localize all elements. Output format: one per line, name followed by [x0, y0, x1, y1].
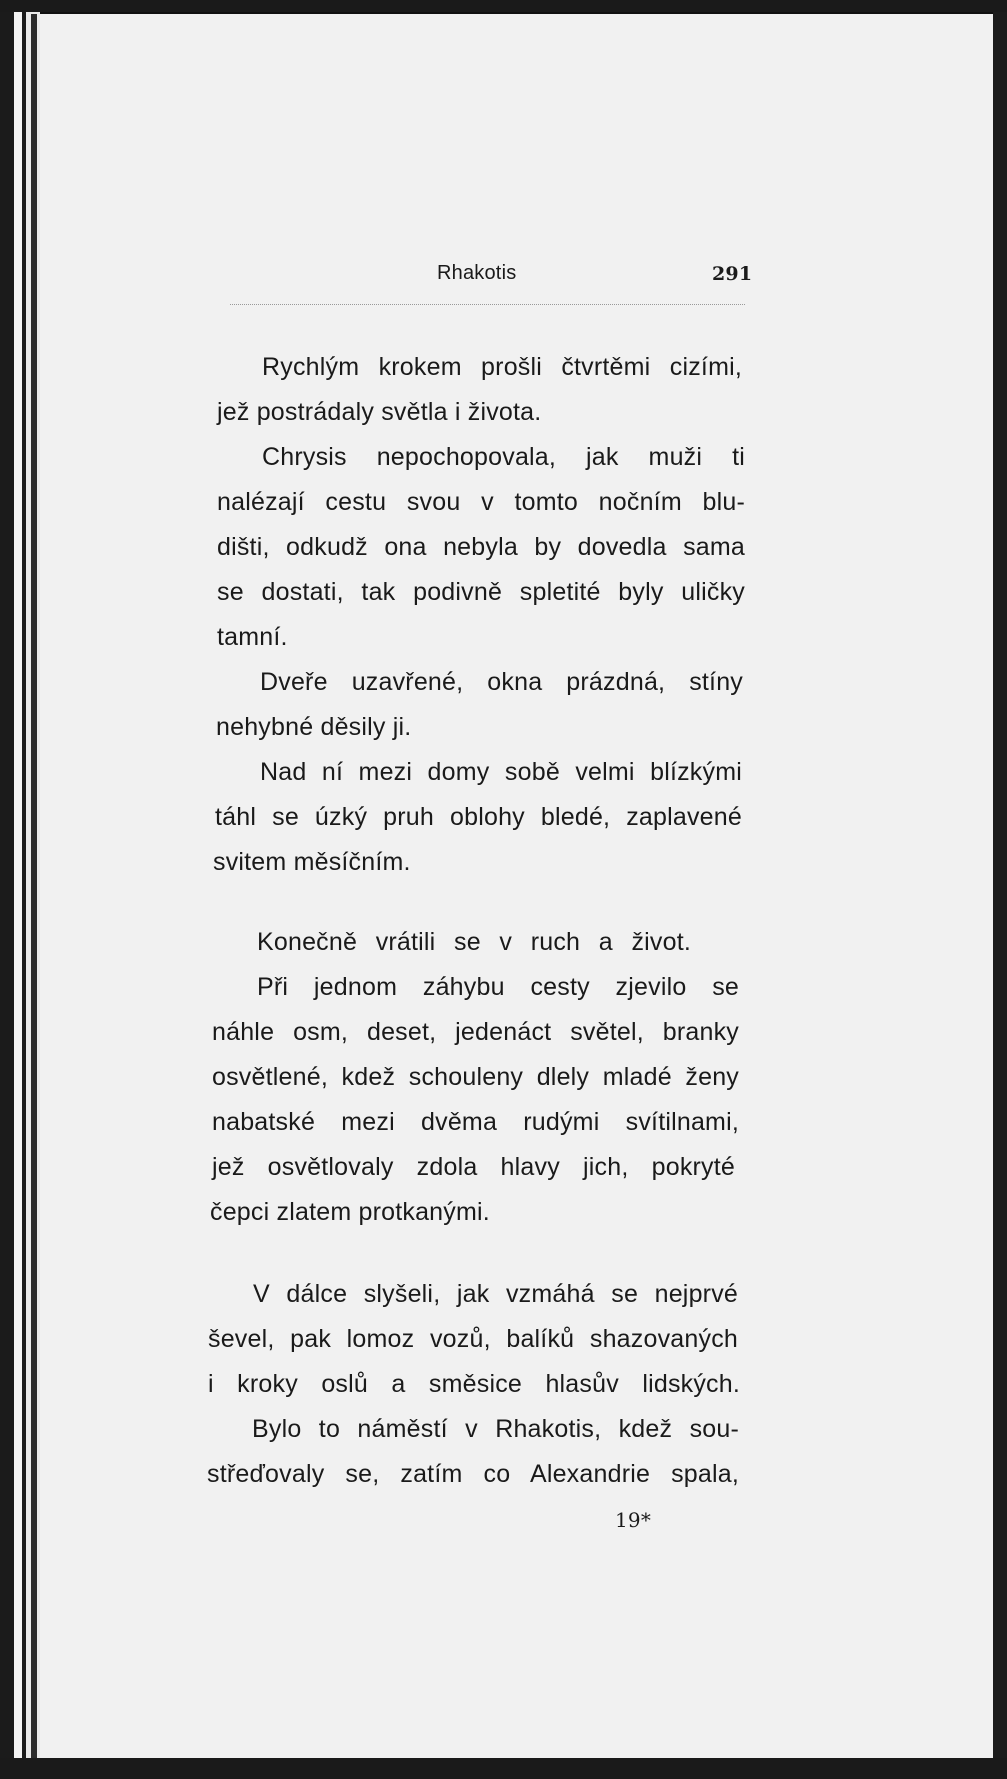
header-rule	[230, 304, 745, 305]
text-line: osvětlené, kdež schouleny dlely mladé ženy	[212, 1063, 739, 1091]
text-line: i kroky oslů a směsice hlasův lidských.	[208, 1370, 740, 1398]
text-line: nabatské mezi dvěma rudými svítilnami,	[212, 1108, 739, 1136]
signature-mark: 19*	[615, 1508, 652, 1532]
text-line: Nad ní mezi domy sobě velmi blízkými	[260, 758, 742, 786]
text-line: Při jednom záhybu cesty zjevilo se	[257, 973, 739, 1001]
text-line: V dálce slyšeli, jak vzmáhá se nejprvé	[253, 1280, 738, 1308]
text-line: jež osvětlovaly zdola hlavy jich, pokryté	[212, 1153, 735, 1181]
text-line: Chrysis nepochopovala, jak muži ti	[262, 443, 745, 471]
text-line: čepci zlatem protkanými.	[210, 1198, 490, 1226]
left-edge-shadow	[0, 0, 26, 1779]
text-line: svitem měsíčním.	[213, 848, 411, 876]
top-edge-shadow	[0, 0, 1007, 12]
text-line: nalézají cestu svou v tomto nočním blu-	[217, 488, 745, 516]
text-line: Konečně vrátili se v ruch a život.	[257, 928, 691, 956]
left-page-stack	[14, 0, 22, 1779]
text-line: táhl se úzký pruh oblohy bledé, zaplavené	[215, 803, 742, 831]
text-line: Dveře uzavřené, okna prázdná, stíny	[260, 668, 743, 696]
text-line: jež postrádaly světla i života.	[217, 398, 542, 426]
text-line: se dostati, tak podivně spletité byly uličky	[217, 578, 745, 606]
running-head: Rhakotis	[437, 262, 517, 284]
text-line: ševel, pak lomoz vozů, balíků shazovaných	[208, 1325, 738, 1353]
text-line: nehybné děsily ji.	[216, 713, 412, 741]
page-number: 291	[712, 263, 753, 285]
text-line: tamní.	[217, 623, 288, 651]
left-gutter-line	[31, 14, 37, 1779]
text-line: Rychlým krokem prošli čtvrtěmi cizími,	[262, 353, 742, 381]
bottom-edge-shadow	[0, 1758, 1007, 1779]
text-line: Bylo to náměstí v Rhakotis, kdež sou-	[252, 1415, 739, 1443]
text-line: náhle osm, deset, jedenáct světel, branky	[212, 1018, 739, 1046]
text-line: dišti, odkudž ona nebyla by dovedla sama	[217, 533, 745, 561]
text-line: střeďovaly se, zatím co Alexandrie spala,	[207, 1460, 739, 1488]
right-edge-shadow	[993, 0, 1007, 1779]
